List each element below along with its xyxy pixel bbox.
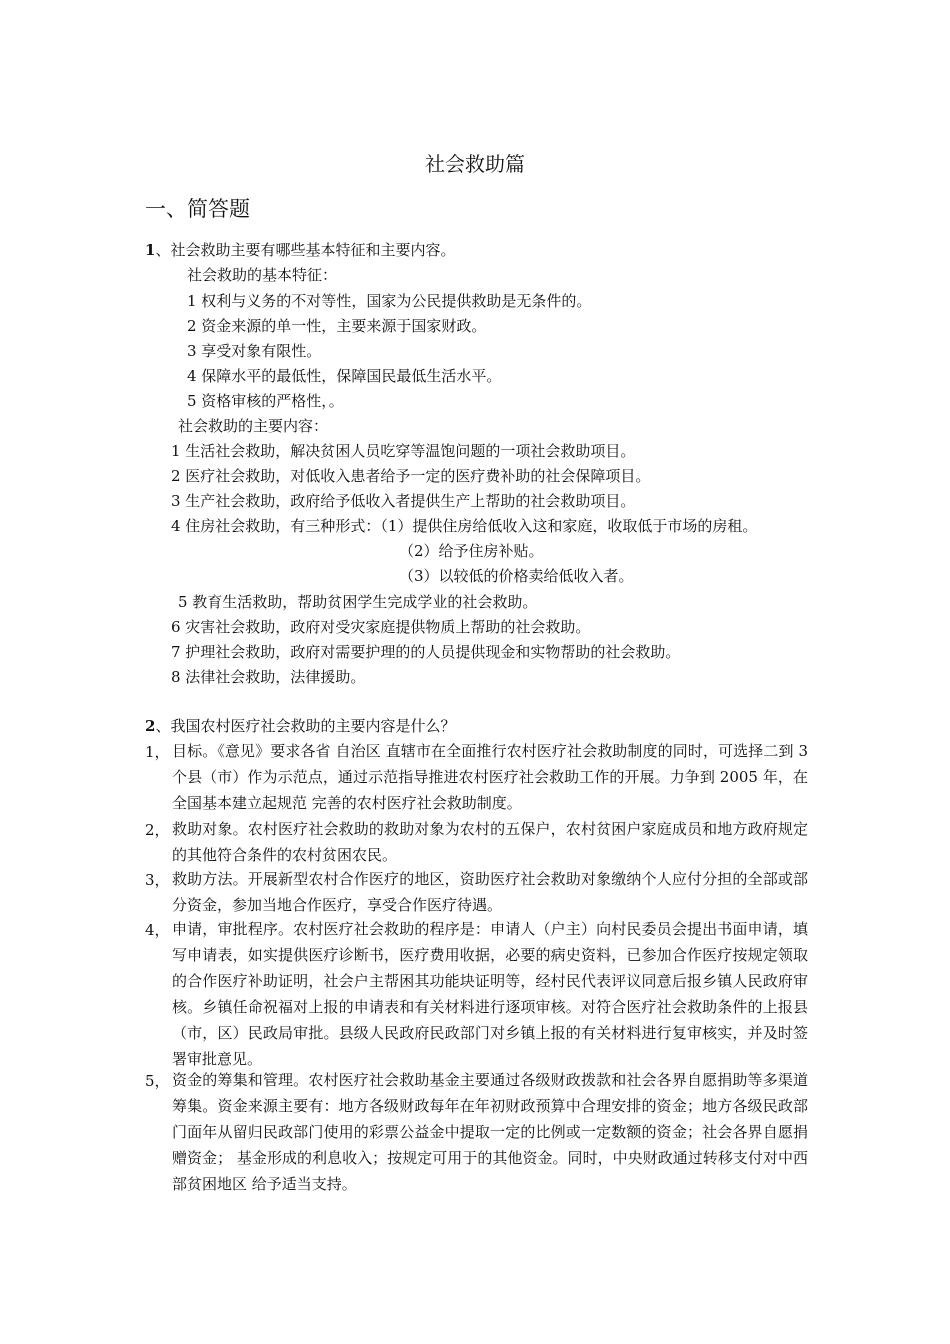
section-heading: 一、简答题	[145, 197, 250, 221]
item-number: 3，	[145, 871, 170, 889]
question-1-number: 1	[145, 241, 156, 259]
feature-item: 5 资格审核的严格性，。	[187, 392, 344, 410]
content-item: 4 住房社会救助，有三种形式：（1）提供住房给低收入这和家庭，收取低于市场的房租。	[171, 517, 758, 535]
item-number: 1，	[145, 743, 170, 761]
content-item: 6 灾害社会救助，政府对受灾家庭提供物质上帮助的社会救助。	[171, 618, 591, 636]
answer-paragraph: 救助对象。农村医疗社会救助的救助对象为农村的五保户，农村贫困户家庭成员和地方政府规定的其他符合条件的农村贫困农民。	[172, 820, 808, 864]
content-item: 5 教育生活救助，帮助贫困学生完成学业的社会救助。	[178, 593, 538, 611]
feature-item: 2 资金来源的单一性，主要来源于国家财政。	[187, 317, 487, 335]
features-heading: 社会救助的基本特征：	[187, 266, 338, 284]
question-1-text: 、社会救助主要有哪些基本特征和主要内容。	[155, 241, 456, 259]
question-2-number: 2	[145, 717, 156, 735]
content-item: 8 法律社会救助，法律援助。	[171, 668, 366, 686]
answer-paragraph: 申请，审批程序。农村医疗社会救助的程序是：申请人（户主）向村民委员会提出书面申请，填写申请表，如实提供医疗诊断书，医疗费用收据，必要的病史资料，已参加合作医疗按规定领取的合作医疗补助证明，社会户主帮困其功能块证明等，经村民代表评议同意后报乡镇人民政府审核。乡镇任命祝福对上报的申请表和有关材料进行逐项审核。对符合医疗社会救助条件的上报县（市，区）民政局审批。县级人民政府民政部门对乡镇上报的有关材料进行复审核实，并及时签署审批意见。	[172, 920, 808, 1068]
item-number: 4，	[145, 921, 170, 939]
question-2-text: 、我国农村医疗社会救助的主要内容是什么？	[155, 717, 456, 735]
feature-item: 1 权利与义务的不对等性，国家为公民提供救助是无条件的。	[187, 292, 592, 310]
content-item: 2 医疗社会救助，对低收入患者给予一定的医疗费补助的社会保障项目。	[171, 467, 651, 485]
answer-paragraph: 目标。《意见》要求各省 自治区 直辖市在全面推行农村医疗社会救助制度的同时，可选择二到 3 个县（市）作为示范点，通过示范指导推进农村医疗社会救助工作的开展。力争到 2005 年，在全国基本建立起规范 完善的农村医疗社会救助制度。	[172, 742, 808, 812]
answer-paragraph: 资金的筹集和管理。农村医疗社会救助基金主要通过各级财政拨款和社会各界自愿捐助等多渠道筹集。资金来源主要有：地方各级财政每年在年初财政预算中合理安排的资金；地方各级民政部门面年从留归民政部门使用的彩票公益金中提取一定的比例或一定数额的资金；社会各界自愿捐赠资金； 基金形成的利息收入；按规定可用于的其他资金。同时，中央财政通过转移支付对中西部贫困地区 给予适当支持。	[172, 1071, 808, 1193]
contents-heading: 社会救助的主要内容：	[178, 417, 329, 435]
document-title: 社会救助篇	[425, 152, 525, 176]
question-1	[145, 239, 455, 261]
content-subitem: （3）以较低的价格卖给低收入者。	[399, 567, 634, 585]
content-item: 3 生产社会救助，政府给予低收入者提供生产上帮助的社会救助项目。	[171, 492, 636, 510]
content-subitem: （2）给予住房补贴。	[399, 542, 544, 560]
feature-item: 3 享受对象有限性。	[187, 342, 322, 360]
question-2	[145, 715, 455, 737]
item-number: 2，	[145, 821, 170, 839]
content-item: 7 护理社会救助，政府对需要护理的的人员提供现金和实物帮助的社会救助。	[171, 643, 681, 661]
answer-paragraph: 救助方法。开展新型农村合作医疗的地区，资助医疗社会救助对象缴纳个人应付分担的全部或部分资金，参加当地合作医疗，享受合作医疗待遇。	[172, 870, 808, 914]
item-number: 5，	[145, 1072, 170, 1090]
content-item: 1 生活社会救助，解决贫困人员吃穿等温饱问题的一项社会救助项目。	[171, 442, 636, 460]
feature-item: 4 保障水平的最低性，保障国民最低生活水平。	[187, 367, 502, 385]
